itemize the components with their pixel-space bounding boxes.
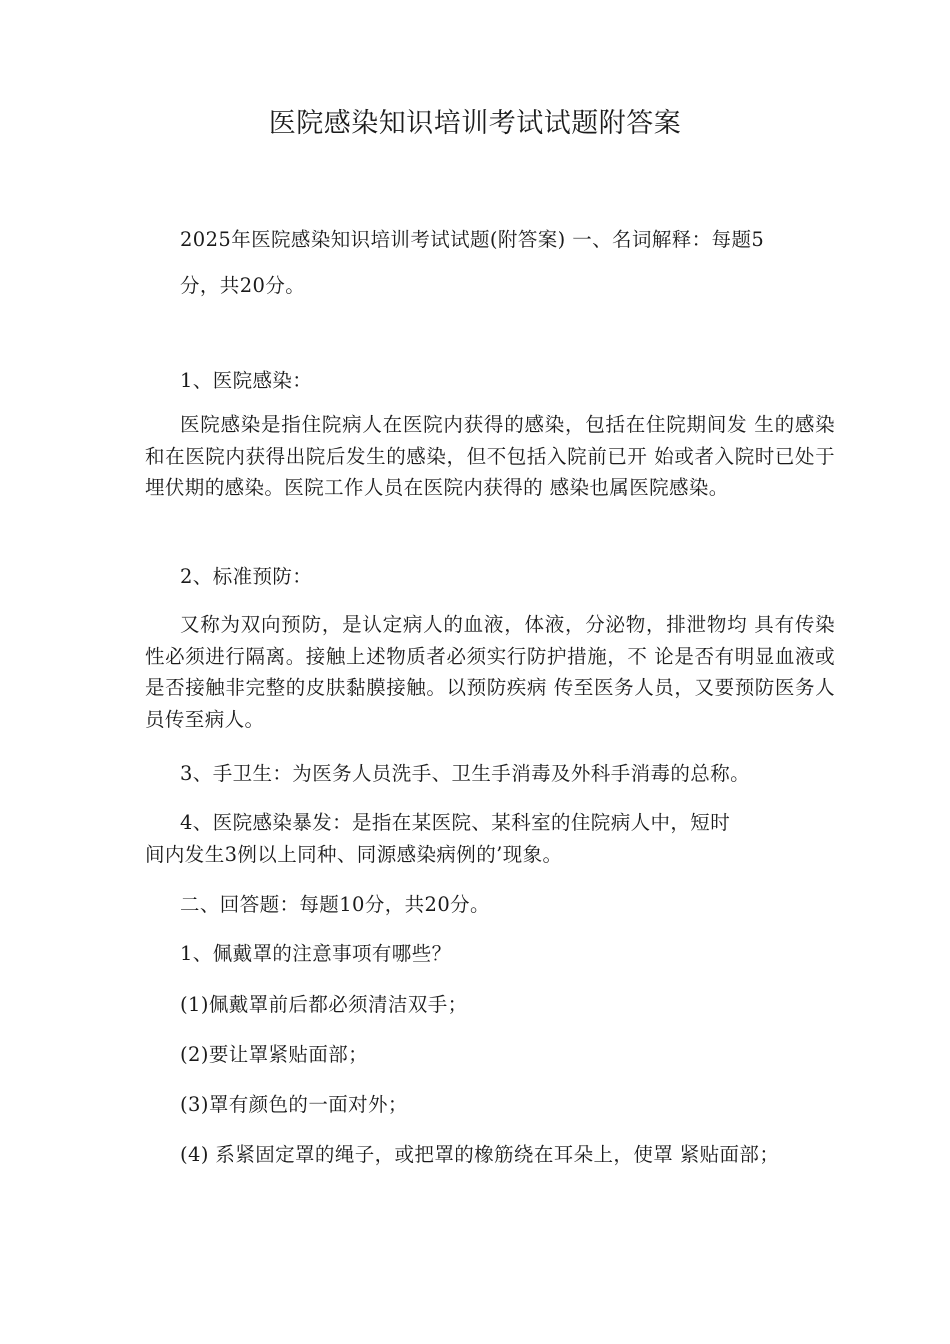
list-item: (1)佩戴罩前后都必须清洁双手； <box>180 993 468 1016</box>
list-item: (3)罩有颜色的一面对外； <box>180 1093 408 1116</box>
part2-heading: 二、回答题：每题10分，共20分。 <box>180 893 490 916</box>
document-title: 医院感染知识培训考试试题附答案 <box>268 108 682 139</box>
term2-heading: 2、标准预防： <box>180 565 313 588</box>
list-item: (2)要让罩紧贴面部； <box>180 1043 369 1066</box>
list-item: (4) 系紧固定罩的绳子，或把罩的橡筋绕在耳朵上，使罩 紧贴面部； <box>180 1143 780 1166</box>
intro-line-1: 2025年医院感染知识培训考试试题(附答案) 一、名词解释：每题5 <box>180 228 765 251</box>
term1-heading: 1、医院感染： <box>180 369 313 392</box>
term4-line-1: 4、医院感染暴发：是指在某医院、某科室的住院病人中，短时 <box>180 811 731 834</box>
term3: 3、手卫生：为医务人员洗手、卫生手消毒及外科手消毒的总称。 <box>180 762 751 785</box>
intro-line-2: 分，共20分。 <box>180 274 306 297</box>
question-1: 1、佩戴罩的注意事项有哪些？ <box>180 942 452 965</box>
term4-line-2: 间内发生3例以上同种、同源感染病例的’现象。 <box>145 843 563 866</box>
term1-body: 医院感染是指住院病人在医院内获得的感染，包括在住院期间发 生的感染和在医院内获得出院后发生的感染，但不包括入院前已开 始或者入院时已处于埋伏期的感染。医院工作人员在医院内获得的 感染也属医院感染。 <box>145 413 835 500</box>
term2-body: 又称为双向预防，是认定病人的血液，体液，分泌物，排泄物均 具有传染性必须进行隔离。接触上述物质者必须实行防护措施，不 论是否有明显血液或是否接触非完整的皮肤黏膜接触。以预防疾病 传至医务人员，又要预防医务人员传至病人。 <box>145 613 835 732</box>
